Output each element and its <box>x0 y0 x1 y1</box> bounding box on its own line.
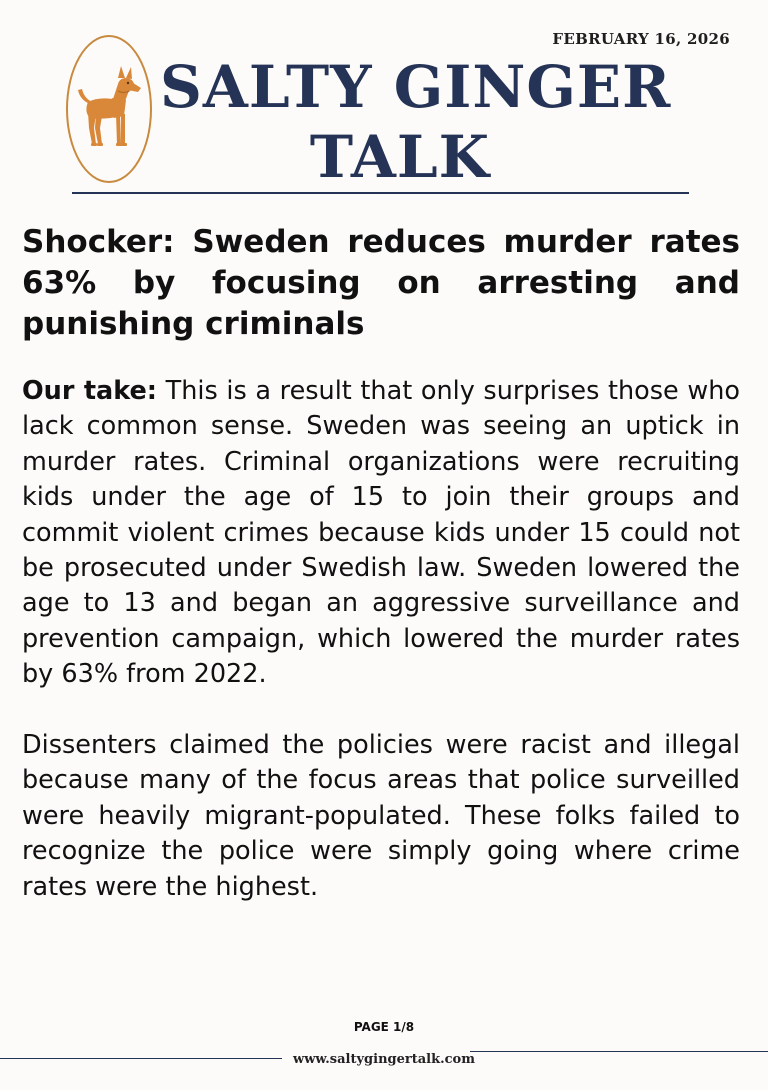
logo <box>66 35 152 183</box>
paragraph-1 <box>22 374 740 693</box>
masthead-line-2: TALK <box>309 123 491 191</box>
masthead-title <box>160 52 672 192</box>
article-headline: Shocker: Sweden reduces murder rates 63% by focusing on arresting and punishing criminals <box>22 224 740 342</box>
page-number: PAGE 1/8 <box>353 1020 415 1034</box>
article-body <box>22 374 740 940</box>
issue-date: FEBRUARY 16, 2026 <box>552 30 730 48</box>
lead-label: Our take: <box>22 376 157 406</box>
paragraph-2: Dissenters claimed the policies were racist and illegal because many of the focus areas that police surveilled were heavily migrant-populated. These folks failed to recognize the police were simply going where crime rates were the highest. <box>22 730 740 902</box>
dog-icon <box>74 64 144 154</box>
header-divider <box>72 192 689 194</box>
paragraph-1-text: This is a result that only surprises those who lack common sense. Sweden was seeing an uptick in murder rates. Criminal organizations were recruiting kids under the age of 15 to join their groups and commit violent crimes because kids under 15 could not be prosecuted under Swedish law. Sweden lowered the age to 13 and began an aggressive surveillance and prevention campaign, which lowered the murder rates by 63% from 2022. <box>22 376 740 690</box>
website-link[interactable]: www.saltygingertalk.com <box>293 1052 475 1067</box>
masthead-line-1: SALTY GINGER <box>160 53 672 121</box>
